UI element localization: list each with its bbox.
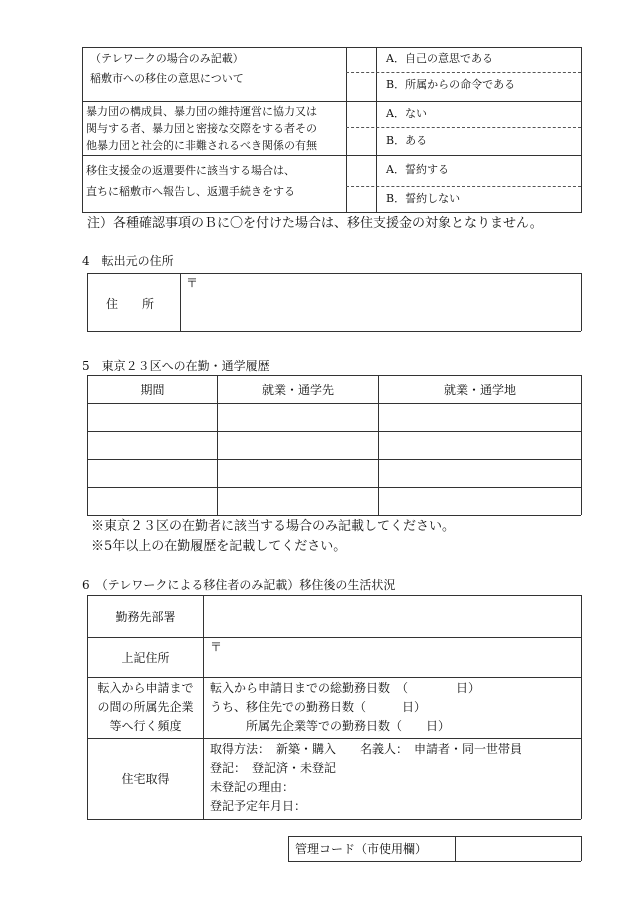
previous-address-field[interactable] xyxy=(181,274,581,331)
row-divider xyxy=(82,101,582,102)
question-text: （テレワークの場合のみ記載） xyxy=(90,52,244,65)
table-border-right xyxy=(581,375,582,515)
local-workdays-field[interactable]: うち、移住先での勤務日数（ 日） xyxy=(210,700,427,714)
box-border-right xyxy=(581,836,582,861)
option-split xyxy=(346,72,581,73)
question-text: 暴力団の構成員、暴力団の維持運営に協力又は xyxy=(86,105,317,118)
option-a[interactable]: A．自己の意思である xyxy=(386,52,493,65)
address-label: 住 所 xyxy=(106,297,155,311)
table-border-right xyxy=(581,47,582,212)
option-b[interactable]: B．ある xyxy=(386,134,428,147)
history-cell[interactable] xyxy=(218,460,378,487)
option-split xyxy=(346,127,581,128)
confirmation-note: 注）各種確認事項のＢに〇を付けた場合は、移住支援金の対象となりません。 xyxy=(87,216,543,231)
table-border-left xyxy=(82,47,83,212)
dept-label: 勤務先部署 xyxy=(115,609,176,624)
section5-heading: 5 東京２３区への在勤・通学履歴 xyxy=(82,359,270,373)
table-border-bottom xyxy=(82,212,582,213)
option-b[interactable]: B．所属からの命令である xyxy=(386,78,516,91)
section5-note: ※5年以上の在勤履歴を記載してください。 xyxy=(91,539,347,554)
option-a[interactable]: A．ない xyxy=(386,107,427,120)
question-text: 直ちに稲敷市へ報告し、返還手続きをする xyxy=(86,185,295,198)
history-cell[interactable] xyxy=(88,432,217,459)
registration-date-field[interactable]: 登記予定年月日： xyxy=(210,799,307,813)
admin-code-field[interactable] xyxy=(456,837,581,861)
history-cell[interactable] xyxy=(218,432,378,459)
postal-mark: 〒 xyxy=(186,276,199,290)
option-a[interactable]: A．誓約する xyxy=(386,163,449,176)
table-border-bottom xyxy=(87,515,581,516)
option-b[interactable]: B．誓約しない xyxy=(386,192,461,205)
row-divider xyxy=(82,155,582,156)
question-text: 関与する者、暴力団と密接な交際をする者その xyxy=(86,122,317,135)
total-workdays-field[interactable]: 転入から申請日までの総勤務日数 （ 日） xyxy=(210,681,481,695)
question-text: 稲敷市への移住の意思について xyxy=(90,72,244,85)
address-label: 上記住所 xyxy=(121,650,170,665)
registration-status[interactable]: 登記： 登記済・未登記 xyxy=(210,761,337,775)
frequency-label-line: 等へ行く頻度 xyxy=(109,719,182,733)
section6-heading: 6 （テレワークによる移住者のみ記載）移住後の生活状況 xyxy=(82,578,396,592)
question-text: 他暴力団と社会的に非難されるべき関係の有無 xyxy=(86,139,317,152)
unregistered-reason-field[interactable]: 未登記の理由： xyxy=(210,780,295,794)
frequency-label-line: 転入から申請まで xyxy=(97,681,194,695)
box-border-left xyxy=(288,836,289,861)
column-header-location: 就業・通学地 xyxy=(443,382,516,397)
table-border-right xyxy=(581,273,582,331)
box-border-bottom xyxy=(288,861,581,862)
answer-mark-cell[interactable] xyxy=(347,102,376,127)
answer-mark-cell[interactable] xyxy=(347,156,376,186)
history-cell[interactable] xyxy=(379,404,581,431)
history-cell[interactable] xyxy=(379,460,581,487)
table-border-top xyxy=(82,47,582,48)
history-cell[interactable] xyxy=(88,488,217,515)
history-cell[interactable] xyxy=(88,460,217,487)
table-border-left xyxy=(87,273,88,331)
office-workdays-field[interactable]: 所属先企業等での勤務日数（ 日） xyxy=(210,719,451,733)
section4-heading: 4 転出元の住所 xyxy=(82,254,174,268)
new-address-field[interactable] xyxy=(204,638,581,677)
answer-mark-cell[interactable] xyxy=(347,48,376,72)
answer-mark-cell[interactable] xyxy=(347,73,376,101)
section5-note: ※東京２３区の在勤者に該当する場合のみ記載してください。 xyxy=(91,519,456,534)
frequency-label-line: の間の所属先企業 xyxy=(97,700,194,714)
option-split xyxy=(346,186,581,187)
column-header-period: 期間 xyxy=(140,382,165,397)
history-cell[interactable] xyxy=(379,432,581,459)
acquisition-method[interactable]: 取得方法： 新築・購入 名義人： 申請者・同一世帯員 xyxy=(210,742,523,756)
history-cell[interactable] xyxy=(379,488,581,515)
dept-field[interactable] xyxy=(204,596,581,637)
table-border-bottom xyxy=(87,331,581,332)
row-divider xyxy=(87,677,581,678)
history-cell[interactable] xyxy=(218,404,378,431)
postal-mark: 〒 xyxy=(210,640,223,654)
answer-mark-cell[interactable] xyxy=(347,187,376,212)
table-border-right xyxy=(581,595,582,819)
admin-code-label: 管理コード（市使用欄） xyxy=(295,842,428,856)
table-border-bottom xyxy=(87,819,581,820)
column-header-workplace: 就業・通学先 xyxy=(261,382,334,397)
history-cell[interactable] xyxy=(218,488,378,515)
answer-mark-cell[interactable] xyxy=(347,128,376,155)
housing-label: 住宅取得 xyxy=(121,772,170,786)
history-cell[interactable] xyxy=(88,404,217,431)
question-text: 移住支援金の返還要件に該当する場合は、 xyxy=(86,164,295,177)
